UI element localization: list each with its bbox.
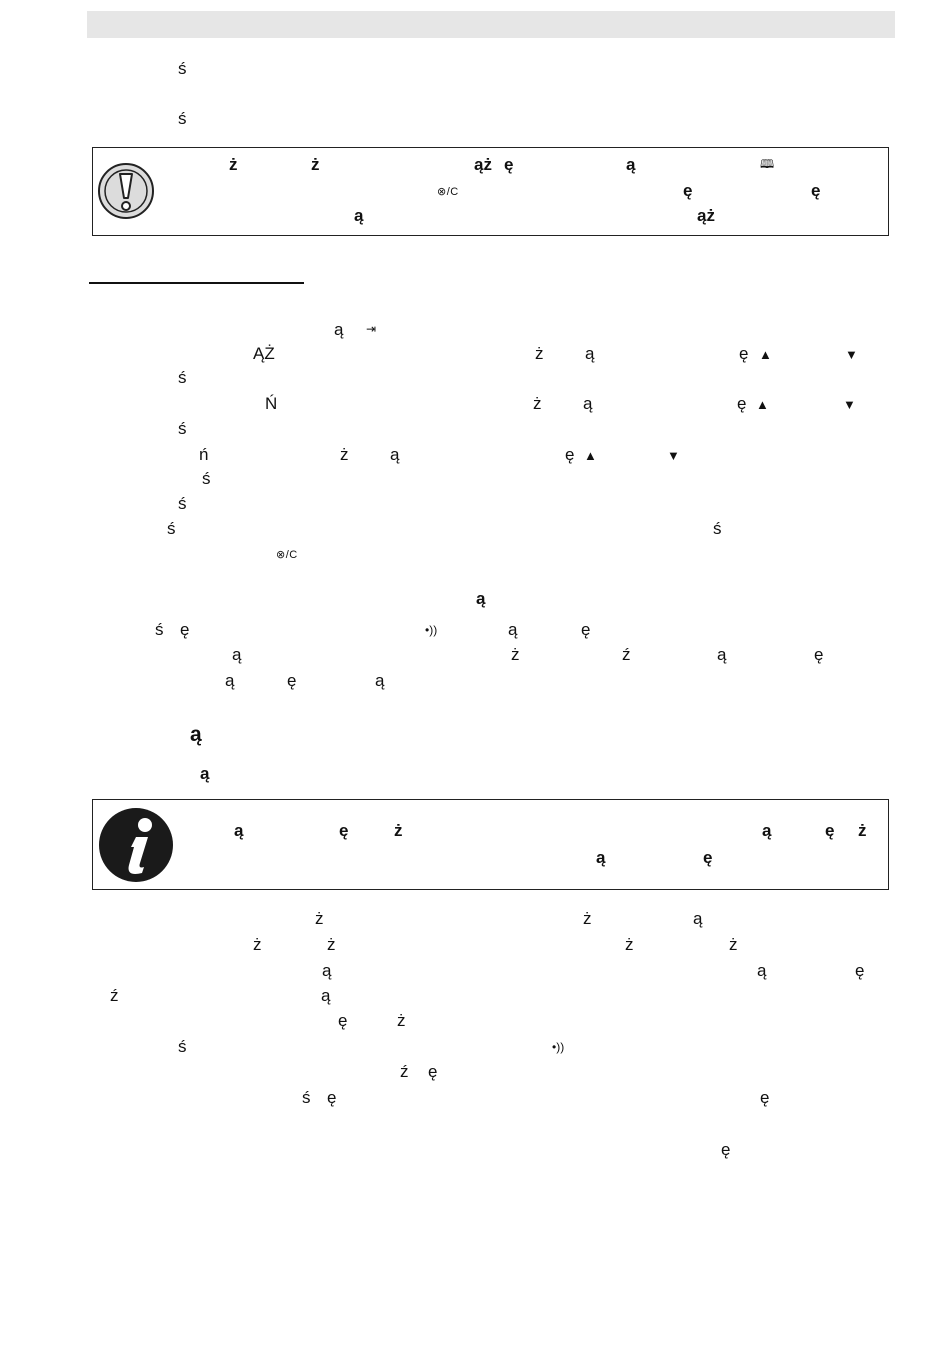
warning-note-box (92, 147, 889, 236)
ringer-icon: •)) (552, 1040, 565, 1054)
down-arrow-icon: ▼ (843, 397, 856, 412)
text-glyph: ś (178, 1037, 187, 1056)
warning-text: ę (811, 181, 821, 200)
warning-text: ą (626, 155, 636, 174)
text-glyph: ę (814, 645, 824, 664)
text-glyph: ą (757, 961, 767, 980)
book-icon: 🕮 (760, 157, 775, 171)
text-glyph: ś (178, 109, 187, 128)
text-glyph: ę (180, 620, 190, 639)
text-glyph: ę (565, 445, 575, 464)
text-glyph: Ń (265, 394, 278, 413)
text-glyph: ż (340, 445, 349, 464)
text-glyph: ż (583, 909, 592, 928)
text-glyph: ś (178, 419, 187, 438)
text-glyph: ą (508, 620, 518, 639)
warning-text: ę (683, 181, 693, 200)
text-glyph: ĄŻ (253, 344, 275, 363)
text-glyph: ę (721, 1140, 731, 1159)
text-glyph: ś (178, 368, 187, 387)
warning-text: ąż (697, 206, 715, 225)
info-text: ż (394, 821, 403, 840)
text-glyph: ą (321, 986, 331, 1005)
text-glyph: ż (253, 935, 262, 954)
text-glyph: ę (338, 1011, 348, 1030)
subheading: ą (200, 764, 210, 783)
text-glyph: ę (287, 671, 297, 690)
clear-key-icon: ⊗/C (276, 549, 298, 561)
up-arrow-icon: ▲ (756, 397, 769, 412)
info-text: ż (858, 821, 867, 840)
info-icon (98, 807, 174, 883)
text-glyph: ę (855, 961, 865, 980)
text-glyph: ś (202, 469, 211, 488)
info-note-box (92, 799, 889, 890)
text-glyph: ą (476, 589, 486, 608)
text-glyph: ź (622, 645, 631, 664)
text-glyph: ś (713, 519, 722, 538)
text-glyph: ż (327, 935, 336, 954)
info-text: ą (234, 821, 244, 840)
info-text: ę (825, 821, 835, 840)
text-glyph: ą (717, 645, 727, 664)
text-glyph: ą (583, 394, 593, 413)
text-glyph: ś (178, 494, 187, 513)
text-glyph: ż (533, 394, 542, 413)
info-text: ą (762, 821, 772, 840)
text-glyph: ą (585, 344, 595, 363)
text-glyph: ś (178, 59, 187, 78)
section-heading-rule (89, 282, 304, 284)
text-glyph: ś (167, 519, 176, 538)
text-glyph: ą (334, 320, 344, 339)
up-arrow-icon: ▲ (584, 448, 597, 463)
warning-text: ę (504, 155, 514, 174)
text-glyph: ę (739, 344, 749, 363)
text-glyph: ź (400, 1062, 409, 1081)
info-text: ą (596, 848, 606, 867)
ringer-icon: •)) (425, 623, 438, 637)
warning-text: ż (311, 155, 320, 174)
up-arrow-icon: ▲ (759, 347, 772, 362)
text-glyph: ą (322, 961, 332, 980)
down-arrow-icon: ▼ (845, 347, 858, 362)
text-glyph: ś (302, 1088, 311, 1107)
exclamation-icon (97, 162, 155, 220)
text-glyph: ą (232, 645, 242, 664)
text-glyph: ź (110, 986, 119, 1005)
text-glyph: ę (327, 1088, 337, 1107)
text-glyph: ą (375, 671, 385, 690)
text-glyph: ś (155, 620, 164, 639)
text-glyph: ż (511, 645, 520, 664)
text-glyph: ą (390, 445, 400, 464)
down-arrow-icon: ▼ (667, 448, 680, 463)
text-glyph: ę (737, 394, 747, 413)
text-glyph: ż (729, 935, 738, 954)
text-glyph: ą (693, 909, 703, 928)
text-glyph: ę (428, 1062, 438, 1081)
text-glyph: ż (625, 935, 634, 954)
clear-key-icon: ⊗/C (437, 186, 459, 198)
info-text: ę (339, 821, 349, 840)
text-glyph: ą (225, 671, 235, 690)
warning-text: ą (354, 206, 364, 225)
enter-icon: ⇥ (366, 322, 377, 336)
warning-text: ż (229, 155, 238, 174)
text-glyph: ż (535, 344, 544, 363)
subheading: ą (190, 723, 202, 746)
text-glyph: ę (760, 1088, 770, 1107)
info-text: ę (703, 848, 713, 867)
text-glyph: ę (581, 620, 591, 639)
warning-text: ąż (474, 155, 492, 174)
header-bar (87, 11, 895, 38)
text-glyph: ż (315, 909, 324, 928)
text-glyph: ż (397, 1011, 406, 1030)
text-glyph: ń (199, 445, 209, 464)
